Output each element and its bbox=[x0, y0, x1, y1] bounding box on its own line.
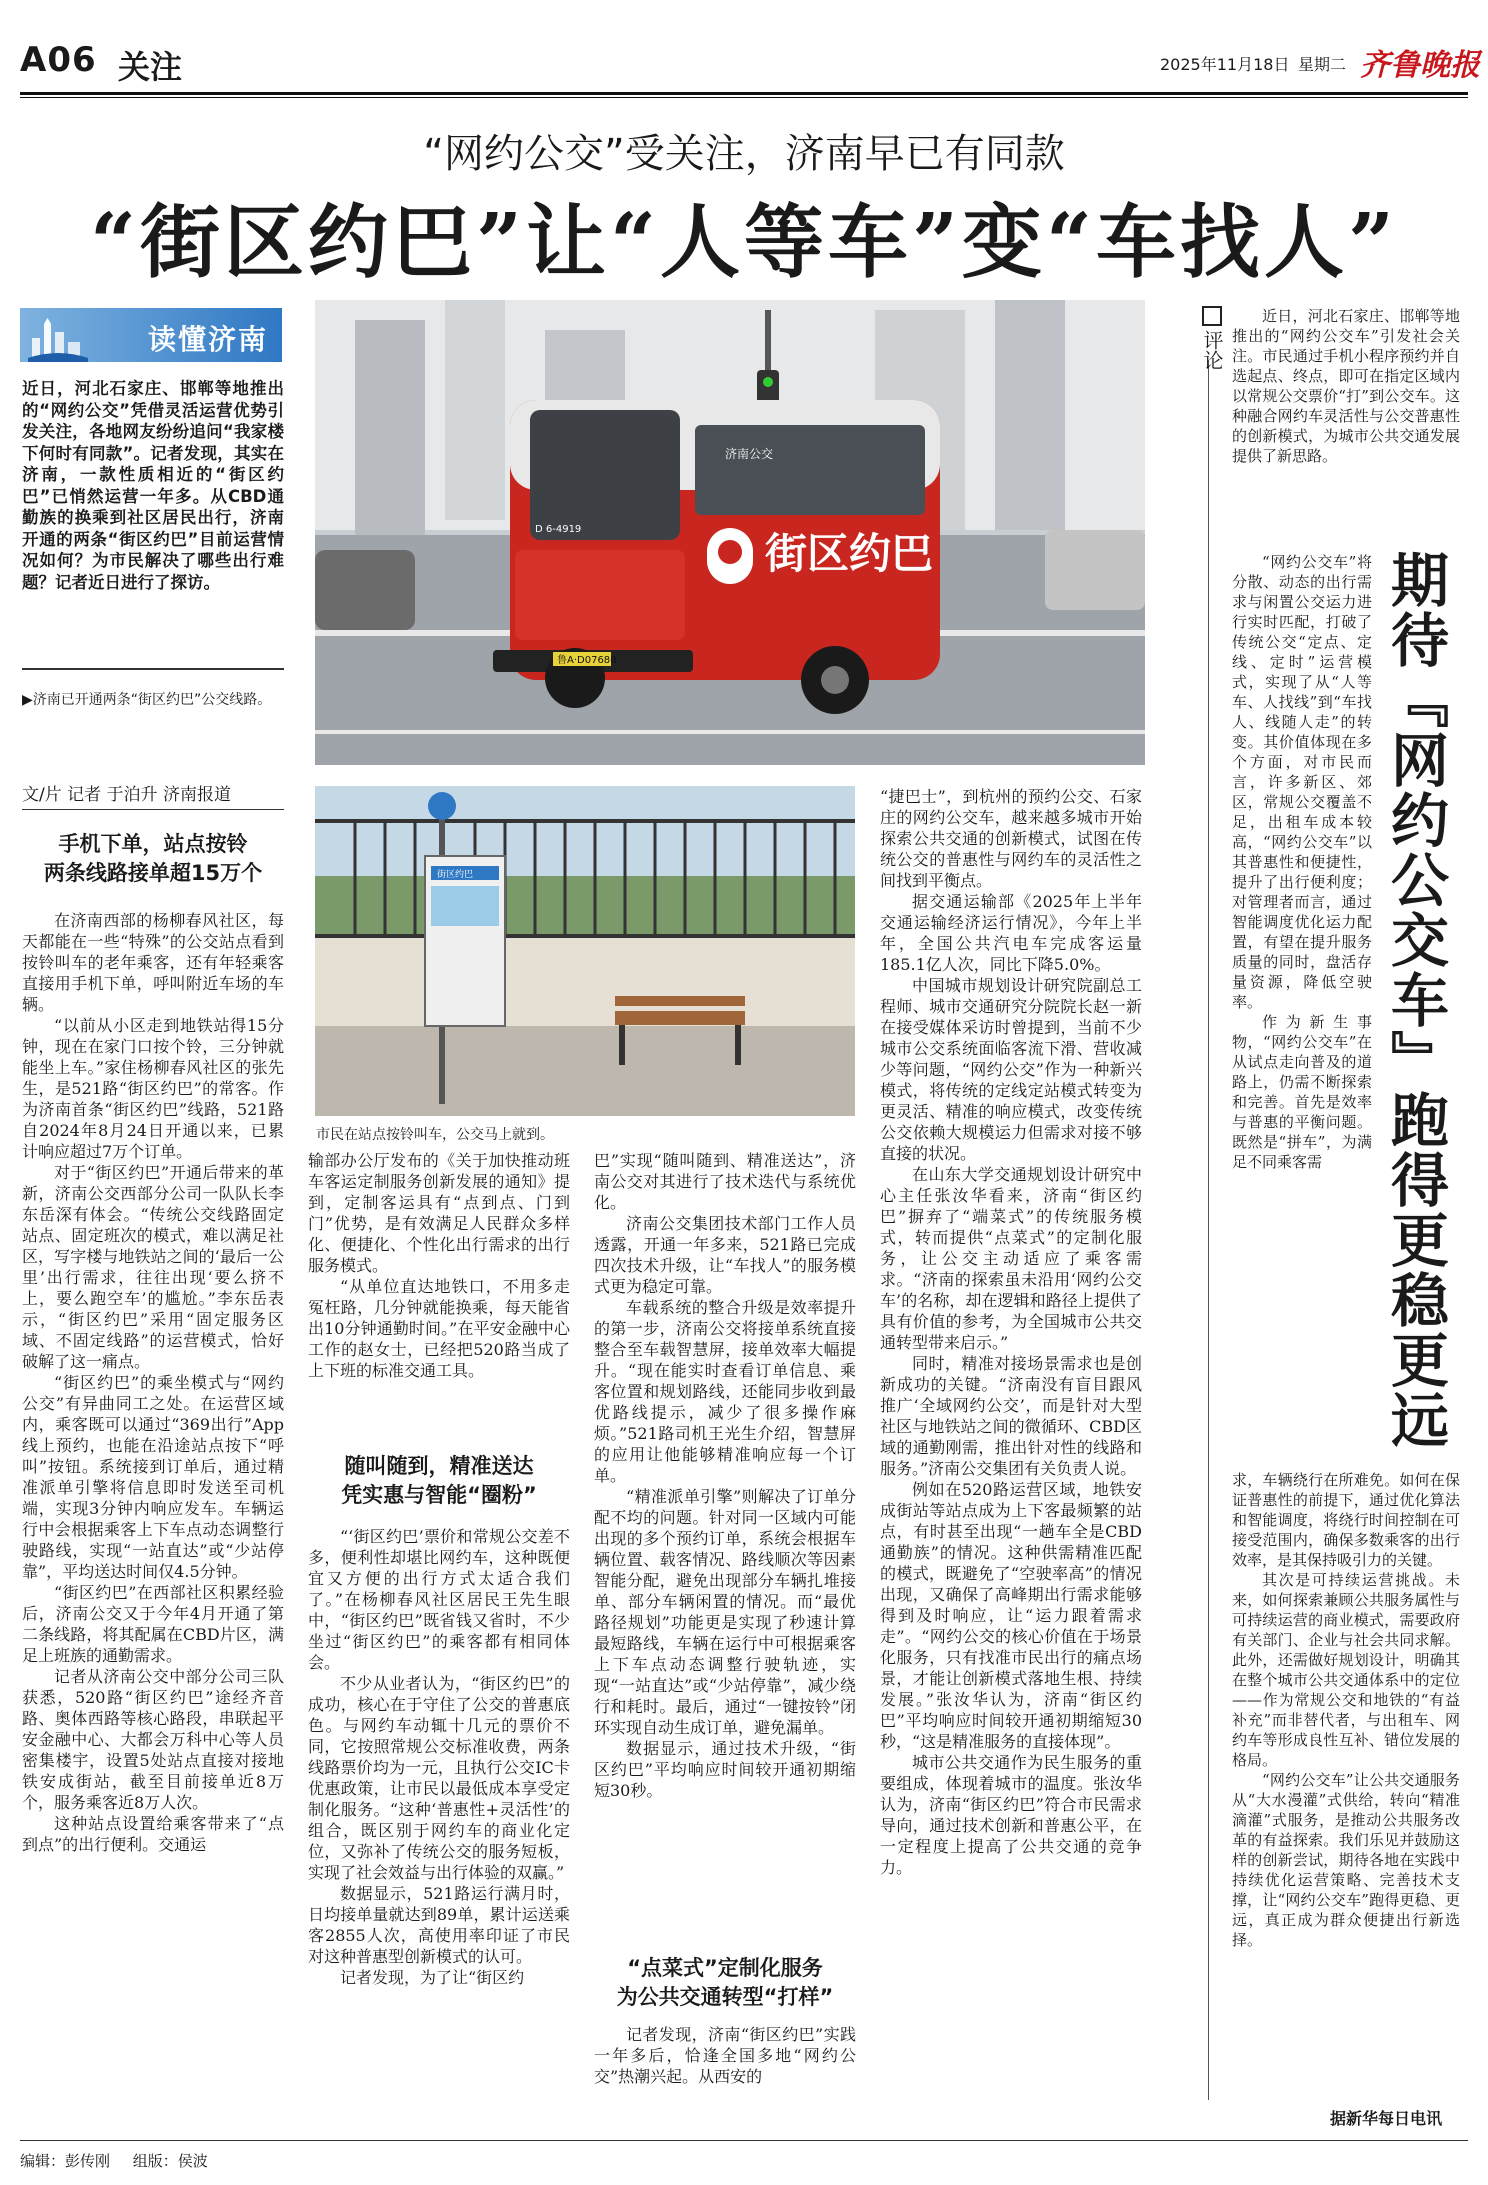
paragraph: 中国城市规划设计研究院副总工程师、城市交通研究分院院长赵一新在接受媒体采访时曾提到，当前不少城市公交系统面临客流下滑、营收减少等问题，“网约公交”作为一种新兴模式，将传统的定线定站模式转变为更灵活、精准的响应模式，改变传统公交依赖大规模运力但需求对接不够直接的状况。 bbox=[880, 976, 1142, 1163]
intro-text: 近日，河北石家庄、邯郸等地推出的“网约公交”凭借灵活运营优势引发关注，各地网友纷纷追问“我家楼下何时有同款”。记者发现，其实在济南，一款性质相近的“街区约巴”已悄然运营一年多。从CBD通勤族的换乘到社区居民出行，济南开通的两条“街区约巴”目前运营情况如何？为市民解决了哪些出行难题？记者近日进行了探访。 bbox=[22, 379, 284, 592]
commentary-middle bbox=[1232, 552, 1372, 1172]
paragraph: “街区约巴”的乘坐模式与“网约公交”有异曲同工之处。在运营区域内，乘客既可以通过“369出行”App线上预约，也能在沿途站点按下“呼叫”按钮。系统接到订单后，通过精准派单引擎将信息即时发送至司机端，实现3分钟内响应发车。车辆运行中会根据乘客上下车点动态调整行驶路线，实现“一站直达”或“少站停靠”，平均送达时间仅4.5分钟。 bbox=[22, 1373, 284, 1581]
paragraph: 巴”实现“随叫随到、精准送达”，济南公交对其进行了技术迭代与系统优化。 bbox=[594, 1151, 856, 1212]
body-column-2b bbox=[308, 1526, 570, 1988]
body-column-4 bbox=[880, 786, 1142, 1878]
paragraph: 其次是可持续运营挑战。未来，如何探索兼顾公共服务属性与可持续运营的商业模式，需要政府有关部门、企业与社会共同求解。此外，还需做好规划设计，明确其在整个城市公共交通体系中的定位——作为常规公交和地铁的“有益补充”而非替代者，与出租车、网约车等形成良性互补、错位发展的格局。 bbox=[1232, 1571, 1460, 1769]
issue-date: 2025年11月18日 bbox=[1160, 55, 1290, 74]
paragraph: 数据显示，通过技术升级，“街区约巴”平均响应时间较开通初期缩短30秒。 bbox=[594, 1739, 856, 1800]
paragraph: 作为新生事物，“网约公交车”在从试点走向普及的道路上，仍需不断探索和完善。首先是效率与普惠的平衡问题。既然是“拼车”，为满足不同乘客需 bbox=[1232, 1013, 1372, 1171]
bus-number-text: D 6-4919 bbox=[535, 524, 582, 535]
newspaper-logo: 齐鲁晚报 bbox=[1360, 48, 1480, 83]
commentary-box-icon bbox=[1202, 306, 1222, 326]
bus-stop-photo bbox=[315, 786, 855, 1116]
paragraph: “从单位直达地铁口，不用多走冤枉路，几分钟就能换乘，每天能省出10分钟通勤时间。”在平安金融中心工作的赵女士，已经把520路当成了上下班的标准交通工具。 bbox=[308, 1277, 570, 1380]
paragraph: 城市公共交通作为民生服务的重要组成，体现着城市的温度。张汝华认为，济南“街区约巴”符合市民需求导向，通过技术创新和普惠公平，在一定程度上提高了公共交通的竞争力。 bbox=[880, 1753, 1142, 1877]
body-column-2 bbox=[308, 1150, 570, 1381]
byline: 文/片 记者 于泊升 济南报道 bbox=[22, 780, 284, 810]
bus-photo bbox=[315, 300, 1145, 765]
footer-credits bbox=[20, 2150, 208, 2171]
subhead-1 bbox=[22, 830, 284, 888]
paragraph: “街区约巴”在西部社区积累经验后，济南公交又于今年4月开通了第二条线路，将其配属在CBD片区，满足上班族的通勤需求。 bbox=[22, 1583, 284, 1665]
paragraph: 同时，精准对接场景需求也是创新成功的关键。“济南没有盲目跟风推广‘全域网约公交’，而是针对大型社区与地铁站之间的微循环、CBD区域的通勤刚需，推出针对性的线路和服务。”济南公交集团有关负责人说。 bbox=[880, 1354, 1142, 1478]
subhead-2 bbox=[308, 1452, 570, 1510]
body-column-1 bbox=[22, 910, 284, 1855]
subhead-3-line1: “点菜式”定制化服务 bbox=[627, 1956, 823, 1980]
paragraph: 例如在520路运营区域，地铁安成街站等站点成为上下客最频繁的站点，有时甚至出现“一趟车全是CBD通勤族”的情况。这种供需精准匹配的模式，既避免了“空驶率高”的情况出现，又确保了高峰期出行需求能够得到及时响应，让“运力跟着需求走”。“网约公交的核心价值在于场景化服务，只有找准市民出行的痛点场景，才能让创新模式落地生根、持续发展。”张汝华认为，济南“街区约巴”平均响应时间较开通初期缩短30秒，“这是精准服务的直接体现”。 bbox=[880, 1480, 1142, 1751]
column-banner-label: 读懂济南 bbox=[147, 323, 268, 356]
subhead-1-line1: 手机下单，站点按铃 bbox=[58, 832, 248, 856]
paragraph: 记者从济南公交中部分公司三队获悉，520路“街区约巴”途经齐音路、奥体西路等核心路段，串联起平安金融中心、大都会万科中心等人员密集楼宇，设置5处站点直接对接地铁安成街站，截至目前接单近8万个，服务乘客近8万人次。 bbox=[22, 1667, 284, 1812]
issue-weekday: 星期二 bbox=[1298, 55, 1347, 74]
footer-layout: 组版：侯波 bbox=[132, 2152, 208, 2170]
column-banner bbox=[20, 308, 282, 362]
commentary-source: 据新华每日电讯 bbox=[1330, 2109, 1443, 2128]
paragraph: 不少从业者认为，“街区约巴”的成功，核心在于守住了公交的普惠底色。与网约车动辄十几元的票价不同，它按照常规公交标准收费，两条线路票价均为一元，且执行公交IC卡优惠政策，让市民以最低成本享受定制化服务。“这种‘普惠性+灵活性’的组合，既区别于网约车的商业化定位，又弥补了传统公交的服务短板，实现了社会效益与出行体验的双赢。” bbox=[308, 1674, 570, 1882]
body-column-3b bbox=[594, 2024, 856, 2087]
subhead-2-line1: 随叫随到，精准送达 bbox=[344, 1454, 534, 1478]
commentary-lower bbox=[1232, 1470, 1460, 1950]
bus-plate-text: 鲁A·D07680 bbox=[557, 655, 617, 666]
page-number: A06 bbox=[20, 40, 97, 80]
stop-sign-text: 街区约巴 bbox=[437, 870, 474, 880]
paragraph: “网约公交车”让公共交通服务从“大水漫灌”式供给，转向“精准滴灌”式服务，是推动公共服务改革的有益探索。我们乐见并鼓励这样的创新尝试，期待各地在实践中持续优化运营策略、完善技术支撑，让“网约公交车”跑得更稳、更远，真正成为群众便捷出行新选择。 bbox=[1232, 1771, 1460, 1949]
paragraph: 车载系统的整合升级是效率提升的第一步，济南公交将接单系统直接整合至车载智慧屏，接单效率大幅提升。“现在能实时查看订单信息、乘客位置和规划路线，还能同步收到最优路线提示，减少了很多操作麻烦。”521路司机王光生介绍，智慧屏的应用让他能够精准响应每一个订单。 bbox=[594, 1298, 856, 1485]
paragraph: 在山东大学交通规划设计研究中心主任张汝华看来，济南“街区约巴”摒弃了“端菜式”的传统服务模式，转而提供“点菜式”的定制化服务，让公交主动适应了乘客需求。“济南的探索虽未沿用‘网约公交车’的名称，却在逻辑和路径上提供了具有价值的参考，为全国城市公共交通转型带来启示。” bbox=[880, 1165, 1142, 1352]
subhead-2-line2: 凭实惠与智能“圈粉” bbox=[341, 1483, 537, 1507]
photo-caption-stop: 市民在站点按铃叫车，公交马上就到。 bbox=[316, 1127, 554, 1143]
paragraph: 数据显示，521路运行满月时，日均接单量就达到89单，累计运送乘客2855人次，高使用率印证了市民对这种普惠型创新模式的认可。 bbox=[308, 1884, 570, 1966]
subhead-1-line2: 两条线路接单超15万个 bbox=[43, 861, 263, 885]
paragraph: 在济南西部的杨柳春风社区，每天都能在一些“特殊”的公交站点看到按铃叫车的老年乘客，还有年轻乘客直接用手机下单，呼叫附近车场的车辆。 bbox=[22, 911, 284, 1014]
kicker-headline: “网约公交”受关注，济南早已有同款 bbox=[423, 131, 1065, 177]
commentary-upper bbox=[1232, 306, 1460, 466]
paragraph: 近日，河北石家庄、邯郸等地推出的“网约公交车”引发社会关注。市民通过手机小程序预约并自选起点、终点，即可在指定区域内以常规公交票价“打”到公交车。这种融合网约车灵活性与公交普惠性的创新模式，为城市公共交通发展提供了新思路。 bbox=[1232, 307, 1460, 465]
bus-brand-text: 街区约巴 bbox=[765, 529, 934, 578]
paragraph: “以前从小区走到地铁站得15分钟，现在在家门口按个铃，三分钟就能坐上车。”家住杨柳春风社区的张先生，是521路“街区约巴”的常客。作为济南首条“街区约巴”线路，521路自2024年8月24日开通以来，已累计响应超过7万个订单。 bbox=[22, 1016, 284, 1161]
paragraph: “‘街区约巴’票价和常规公交差不多，便利性却堪比网约车，这种既便宜又方便的出行方式太适合我们了。”在杨柳春风社区居民王先生眼中，“街区约巴”既省钱又省时，不少坐过“街区约巴”的乘客都有相同体会。 bbox=[308, 1527, 570, 1672]
header-rule-thin bbox=[20, 97, 1468, 98]
paragraph: 记者发现，济南“街区约巴”实践一年多后，恰逢全国多地“网约公交”热潮兴起。从西安的 bbox=[594, 2025, 856, 2086]
photo-caption-bus: ▶济南已开通两条“街区约巴”公交线路。 bbox=[22, 692, 272, 708]
paragraph: 求，车辆绕行在所难免。如何在保证普惠性的前提下，通过优化算法和智能调度，将绕行时间控制在可接受范围内，确保多数乘客的出行效率，是其保持吸引力的关键。 bbox=[1232, 1471, 1460, 1569]
paragraph: “网约公交车”将分散、动态的出行需求与闲置公交运力进行实时匹配，打破了传统公交“定点、定线、定时”运营模式，实现了从“人等车、人找线”到“车找人、线随人走”的转变。其价值体现在多个方面，对市民而言，许多新区、郊区，常规公交覆盖不足，出租车成本较高，“网约公交车”以其普惠性和便捷性，提升了出行便利度；对管理者而言，通过智能调度优化运力配置，有望在提升服务质量的同时，盘活存量资源，降低空驶率。 bbox=[1232, 553, 1372, 1011]
paragraph: 济南公交集团技术部门工作人员透露，开通一年多来，521路已完成四次技术升级，让“车找人”的服务模式更为稳定可靠。 bbox=[594, 1214, 856, 1296]
paragraph: 记者发现，为了让“街区约 bbox=[340, 1968, 525, 1987]
subhead-3-line2: 为公共交通转型“打样” bbox=[616, 1985, 834, 2009]
header-rule bbox=[20, 92, 1468, 95]
body-column-3 bbox=[594, 1150, 856, 1801]
intro-rule bbox=[22, 668, 284, 670]
paragraph: “捷巴士”，到杭州的预约公交、石家庄的网约公交车，越来越多城市开始探索公共交通的创新模式，试图在传统公交的普惠性与网约车的灵活性之间找到平衡点。 bbox=[880, 787, 1142, 890]
bus-company-text: 济南公交 bbox=[725, 447, 774, 461]
commentary-label-text: 评论 bbox=[1200, 330, 1224, 370]
commentary-label bbox=[1200, 306, 1224, 370]
commentary-divider bbox=[1208, 360, 1209, 2100]
section-name: 关注 bbox=[118, 48, 183, 86]
bus-photo-graphic bbox=[315, 300, 1145, 765]
commentary-title: 期待『网约公交车』跑得更稳更远 bbox=[1381, 550, 1449, 1450]
skyline-icon bbox=[28, 318, 88, 362]
main-headline: “街区约巴”让“人等车”变“车找人” bbox=[89, 195, 1399, 289]
paragraph: “精准派单引擎”则解决了订单分配不均的问题。针对同一区域内可能出现的多个预约订单，系统会根据车辆位置、载客情况、路线顺次等因素智能分配，避免出现部分车辆扎堆接单、部分车辆闲置的情况。而“最优路径规划”功能更是实现了秒速计算最短路线，车辆在运行中可根据乘客上下车点动态调整行驶轨迹，实现“一站直达”或“少站停靠”，减少绕行和耗时。最后，通过“一键按铃”闭环实现自动生成订单，避免漏单。 bbox=[594, 1487, 856, 1737]
paragraph: 对于“街区约巴”开通后带来的革新，济南公交西部分公司一队队长李东岳深有体会。“传统公交线路固定站点、固定班次的模式，难以满足社区，写字楼与地铁站之间的‘最后一公里’出行需求，往往出现‘要么挤不上，要么跑空车’的尴尬。”李东岳表示，“街区约巴”采用“固定服务区域、不固定线路”的运营模式，恰好破解了这一痛点。 bbox=[22, 1163, 284, 1371]
paragraph: 输部办公厅发布的《关于加快推动班车客运定制服务创新发展的通知》提到，定制客运具有“点到点、门到门”优势，是有效满足人民群众多样化、便捷化、个性化出行需求的出行服务模式。 bbox=[308, 1151, 570, 1275]
subhead-3 bbox=[594, 1954, 856, 2012]
paragraph: 这种站点设置给乘客带来了“点到点”的出行便利。交通运 bbox=[22, 1814, 284, 1854]
footer-rule bbox=[20, 2140, 1468, 2141]
paragraph: 据交通运输部《2025年上半年交通运输经济运行情况》，今年上半年，全国公共汽电车完成客运量185.1亿人次，同比下降5.0%。 bbox=[880, 892, 1142, 974]
footer-editor: 编辑：彭传刚 bbox=[20, 2152, 111, 2170]
bus-stop-photo-graphic bbox=[315, 786, 855, 1116]
